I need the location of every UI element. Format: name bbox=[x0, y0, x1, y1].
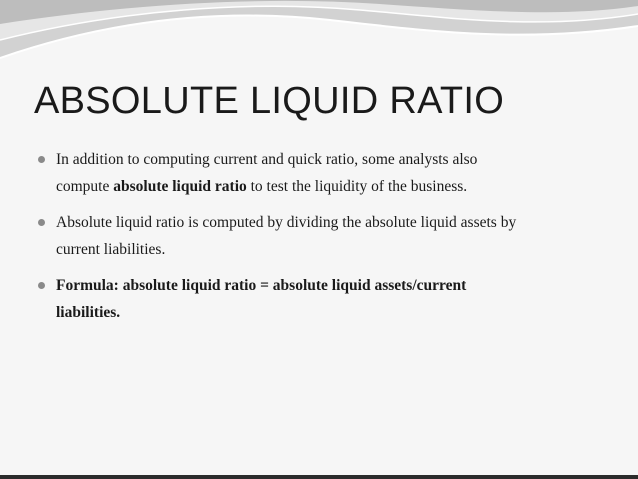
bullet-text-line2 bbox=[56, 178, 467, 195]
bullet-text-line1: In addition to computing current and quick ratio, some analysts also bbox=[56, 151, 478, 168]
bullet-dot-icon bbox=[38, 219, 45, 226]
bullet-dot-icon bbox=[38, 282, 45, 289]
bullet-item bbox=[38, 209, 598, 263]
bullet-text-line1: Absolute liquid ratio is computed by dividing the absolute liquid assets by bbox=[56, 214, 517, 231]
bullet-dot-icon bbox=[38, 156, 45, 163]
bottom-border bbox=[0, 475, 638, 479]
bullet-text-line2: liabilities. bbox=[56, 304, 121, 321]
bullet-text-line2: current liabilities. bbox=[56, 241, 166, 258]
bullet-item bbox=[38, 146, 598, 200]
header-swoosh-decoration bbox=[0, 0, 638, 75]
bullet-text-segment: to test the liquidity of the business. bbox=[246, 178, 468, 195]
bullet-item-formula bbox=[38, 272, 598, 326]
slide-title: ABSOLUTE LIQUID RATIO bbox=[34, 80, 505, 122]
bullet-text-segment: compute bbox=[56, 178, 114, 195]
bullet-text-bold: absolute liquid ratio bbox=[113, 178, 247, 195]
bullet-list bbox=[38, 146, 598, 335]
bullet-text-line1: Formula: absolute liquid ratio = absolute liquid assets/current bbox=[56, 277, 467, 294]
